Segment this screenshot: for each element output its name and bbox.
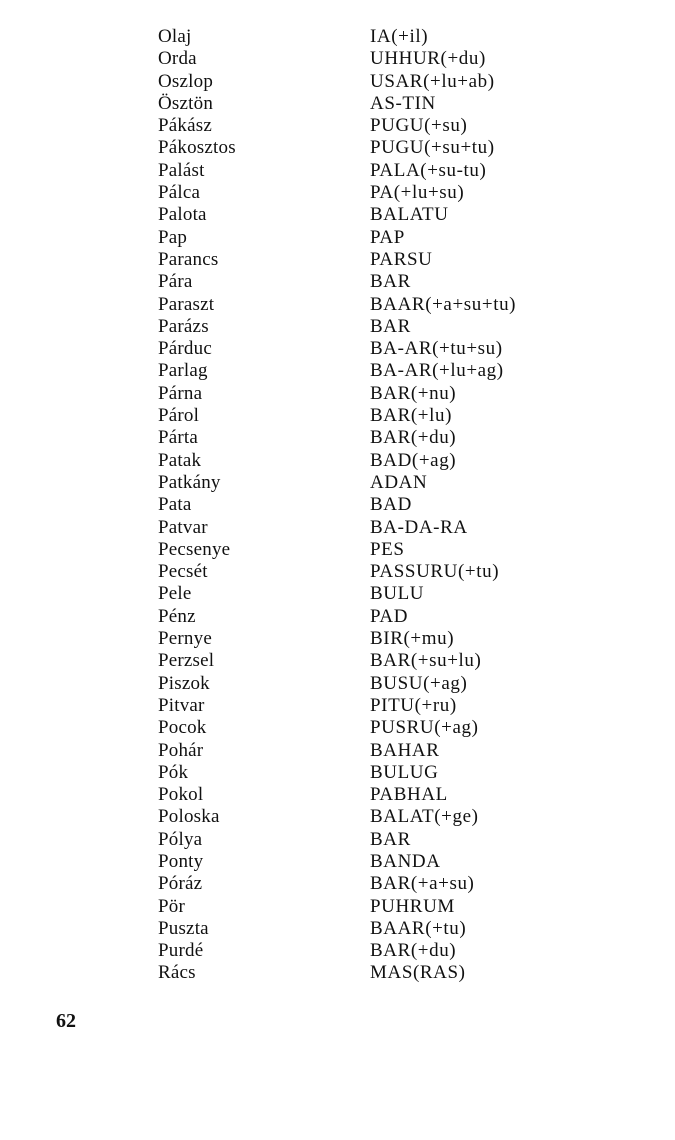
word-row <box>158 93 578 115</box>
hungarian-word: Parlag <box>158 360 208 382</box>
hungarian-word: Poloska <box>158 806 220 828</box>
word-row <box>158 873 578 895</box>
sumerian-equivalent: PA(+lu+su) <box>370 182 465 204</box>
hungarian-word: Párduc <box>158 338 212 360</box>
word-row <box>158 182 578 204</box>
sumerian-equivalent: PUGU(+su) <box>370 115 468 137</box>
hungarian-word: Paraszt <box>158 293 215 315</box>
word-row <box>158 472 578 494</box>
word-row <box>158 918 578 940</box>
word-row <box>158 494 578 516</box>
sumerian-equivalent: AS-TIN <box>370 92 436 114</box>
hungarian-word: Pap <box>158 226 188 248</box>
word-row <box>158 896 578 918</box>
word-row <box>158 851 578 873</box>
sumerian-equivalent: PES <box>370 538 405 560</box>
sumerian-equivalent: BAR <box>370 828 411 850</box>
word-row <box>158 227 578 249</box>
hungarian-word: Pitvar <box>158 694 205 716</box>
hungarian-word: Ösztön <box>158 92 214 114</box>
word-row <box>158 806 578 828</box>
sumerian-equivalent: UHHUR(+du) <box>370 48 486 70</box>
sumerian-equivalent: BAR(+su+lu) <box>370 650 482 672</box>
hungarian-word: Pecsét <box>158 561 208 583</box>
sumerian-equivalent: BAR(+nu) <box>370 382 457 404</box>
sumerian-equivalent: BAR <box>370 315 411 337</box>
word-row <box>158 160 578 182</box>
word-row <box>158 71 578 93</box>
word-row <box>158 383 578 405</box>
page-number: 62 <box>56 1010 76 1032</box>
word-row <box>158 740 578 762</box>
sumerian-equivalent: BAAR(+a+su+tu) <box>370 293 517 315</box>
hungarian-word: Pohár <box>158 739 204 761</box>
hungarian-word: Parázs <box>158 315 209 337</box>
sumerian-equivalent: BAR(+lu) <box>370 405 453 427</box>
hungarian-word: Póráz <box>158 873 203 895</box>
sumerian-equivalent: BIR(+mu) <box>370 628 455 650</box>
word-row <box>158 940 578 962</box>
hungarian-word: Patkány <box>158 471 221 493</box>
hungarian-word: Párna <box>158 382 203 404</box>
hungarian-word: Pecsenye <box>158 538 231 560</box>
hungarian-word: Pákász <box>158 115 212 137</box>
sumerian-equivalent: BAD(+ag) <box>370 449 457 471</box>
hungarian-word: Patvar <box>158 516 208 538</box>
sumerian-equivalent: PASSURU(+tu) <box>370 561 500 583</box>
word-row <box>158 517 578 539</box>
hungarian-word: Pénz <box>158 605 196 627</box>
word-row <box>158 650 578 672</box>
sumerian-equivalent: BULUG <box>370 761 439 783</box>
word-row <box>158 829 578 851</box>
word-row <box>158 695 578 717</box>
sumerian-equivalent: BANDA <box>370 850 441 872</box>
sumerian-equivalent: PAD <box>370 605 409 627</box>
hungarian-word: Palást <box>158 159 205 181</box>
sumerian-equivalent: IA(+il) <box>370 26 429 47</box>
word-row <box>158 360 578 382</box>
word-row <box>158 427 578 449</box>
word-row <box>158 539 578 561</box>
hungarian-word: Pocok <box>158 717 207 739</box>
hungarian-word: Párta <box>158 427 199 449</box>
hungarian-word: Olaj <box>158 26 192 47</box>
sumerian-equivalent: BA-DA-RA <box>370 516 468 538</box>
hungarian-word: Pára <box>158 271 193 293</box>
word-row <box>158 784 578 806</box>
hungarian-word: Ponty <box>158 850 204 872</box>
word-row <box>158 271 578 293</box>
word-list <box>158 26 578 985</box>
hungarian-word: Pata <box>158 494 192 516</box>
word-row <box>158 137 578 159</box>
hungarian-word: Patak <box>158 449 202 471</box>
sumerian-equivalent: PITU(+ru) <box>370 694 457 716</box>
hungarian-word: Rács <box>158 962 196 984</box>
sumerian-equivalent: BAR(+du) <box>370 940 457 962</box>
hungarian-word: Pele <box>158 583 192 605</box>
sumerian-equivalent: BALATU <box>370 204 449 226</box>
word-row <box>158 717 578 739</box>
sumerian-equivalent: ADAN <box>370 471 428 493</box>
word-row <box>158 583 578 605</box>
sumerian-equivalent: PARSU <box>370 248 433 270</box>
word-row <box>158 762 578 784</box>
hungarian-word: Puszta <box>158 917 209 939</box>
word-row <box>158 405 578 427</box>
word-row <box>158 338 578 360</box>
sumerian-equivalent: USAR(+lu+ab) <box>370 70 495 92</box>
sumerian-equivalent: PUGU(+su+tu) <box>370 137 495 159</box>
hungarian-word: Parancs <box>158 248 219 270</box>
sumerian-equivalent: PABHAL <box>370 784 448 806</box>
sumerian-equivalent: BAHAR <box>370 739 440 761</box>
sumerian-equivalent: BA-AR(+tu+su) <box>370 338 503 360</box>
word-row <box>158 115 578 137</box>
hungarian-word: Palota <box>158 204 207 226</box>
hungarian-word: Orda <box>158 48 197 70</box>
word-row <box>158 249 578 271</box>
word-row <box>158 48 578 70</box>
sumerian-equivalent: BALAT(+ge) <box>370 806 479 828</box>
sumerian-equivalent: BULU <box>370 583 425 605</box>
hungarian-word: Perzsel <box>158 650 215 672</box>
sumerian-equivalent: BAD <box>370 494 412 516</box>
sumerian-equivalent: BAR <box>370 271 411 293</box>
hungarian-word: Párol <box>158 405 200 427</box>
sumerian-equivalent: BAR(+du) <box>370 427 457 449</box>
word-row <box>158 561 578 583</box>
hungarian-word: Oszlop <box>158 70 214 92</box>
word-row <box>158 294 578 316</box>
hungarian-word: Pör <box>158 895 185 917</box>
sumerian-equivalent: BA-AR(+lu+ag) <box>370 360 504 382</box>
hungarian-word: Pólya <box>158 828 203 850</box>
sumerian-equivalent: BUSU(+ag) <box>370 672 468 694</box>
word-row <box>158 962 578 984</box>
word-row <box>158 316 578 338</box>
word-row <box>158 204 578 226</box>
sumerian-equivalent: PAP <box>370 226 405 248</box>
word-row <box>158 26 578 48</box>
sumerian-equivalent: PUSRU(+ag) <box>370 717 479 739</box>
sumerian-equivalent: BAAR(+tu) <box>370 917 467 939</box>
sumerian-equivalent: PALA(+su-tu) <box>370 159 487 181</box>
word-row <box>158 673 578 695</box>
word-row <box>158 606 578 628</box>
sumerian-equivalent: BAR(+a+su) <box>370 873 475 895</box>
hungarian-word: Piszok <box>158 672 210 694</box>
hungarian-word: Pokol <box>158 784 204 806</box>
sumerian-equivalent: PUHRUM <box>370 895 455 917</box>
hungarian-word: Pernye <box>158 628 212 650</box>
hungarian-word: Pákosztos <box>158 137 236 159</box>
word-row <box>158 450 578 472</box>
sumerian-equivalent: MAS(RAS) <box>370 962 466 984</box>
word-row <box>158 628 578 650</box>
hungarian-word: Pálca <box>158 182 201 204</box>
hungarian-word: Pók <box>158 761 189 783</box>
hungarian-word: Purdé <box>158 940 204 962</box>
